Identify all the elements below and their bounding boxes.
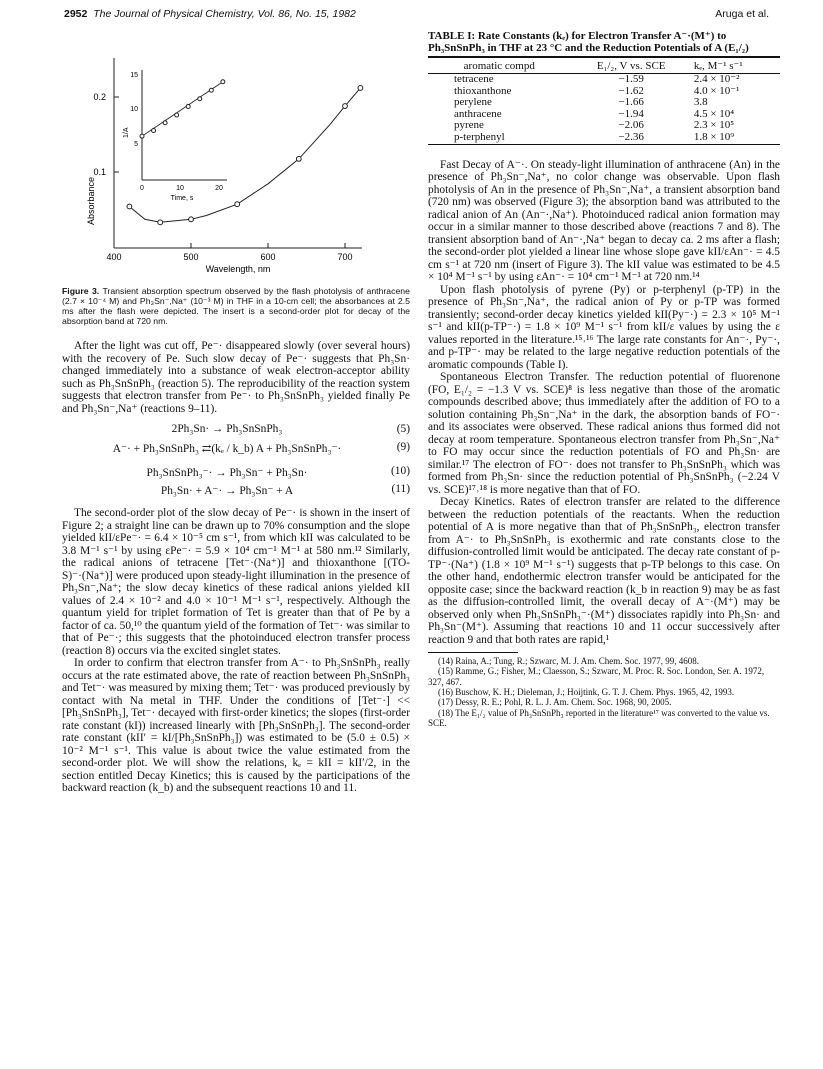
inset-x-tick-0: 0 [140, 185, 144, 192]
table-header-ke: kₑ, M⁻¹ s⁻¹ [693, 60, 743, 72]
inset-point [163, 121, 167, 125]
inset-point [186, 105, 190, 109]
table-row: tetracene −1.59 2.4 × 10⁻² [454, 73, 740, 85]
figure-3-chart [62, 30, 410, 275]
references [428, 656, 780, 728]
inset-y-tick-10: 10 [130, 106, 138, 113]
spectrum-point [158, 220, 163, 225]
equation-9: A⁻· + Ph₃SnSnPh₃ ⇄(kₑ / k_b) A + Ph₃SnSnPh₃⁻· (9) [112, 441, 410, 455]
table-row: pyrene −2.06 2.3 × 10⁵ [454, 119, 735, 132]
left-paragraph-3: In order to confirm that electron transfer from A⁻· to Ph₃SnSnPh₃ really occurs at the rate estimated above, the rate of reaction between Ph₃SnSnPh₃ and Tet⁻· was measured by mixing them; Tet⁻· was produced previously by contact with Na metal in THF. Under the conditions of [Tet⁻·] << [Ph₃SnSnPh₃], Tet⁻· decayed with first-order kinetics; the slopes (first-order rate constant (kI)) increased linearly with [Ph₃SnSnPh₃]. The second-order rate constant (kII′ = kI/[Ph₃SnSnPh₃]) was estimated to be (5.0 ± 0.5) × 10⁻² M⁻¹ s⁻¹. This value is about twice the value estimated from the second-order plot. We will show the relations, kₑ = kII = kII′/2, in the section entitled Decay Kinetics; this is caused by the participations of the backward reaction (k_b) and the subsequent reactions 10 and 11. [62, 657, 410, 794]
page-number: 2952 [64, 8, 88, 20]
figure-caption [62, 286, 410, 326]
inset-point [198, 97, 202, 101]
spectrum-point [296, 157, 301, 162]
spectrum-curve [129, 88, 360, 222]
x-tick-700: 700 [337, 252, 353, 262]
y-tick-0-2: 0.2 [93, 92, 106, 102]
reference-15: (15) Ramme, G.; Fisher, M.; Claesson, S.; Szwarc, M. Proc. R. Soc. London, Ser. A. 1972, 327, 467. [428, 666, 765, 687]
references-divider [428, 652, 518, 653]
y-axis-label: Absorbance [86, 176, 96, 225]
right-paragraph-3: Spontaneous Electron Transfer. The reduction potential of fluorenone (FO, E₁/₂ = −1.3 V vs. SCE)⁸ is less negative than those of the aromatic compounds described above; thus immediately after the addition of FO to a solution containing Ph₃Sn⁻,Na⁺ in the dark, the absorption bands of FO⁻· and its associates were observed. These radical anions thus formed did not decay at room temperature. Spontaneous electron transfer from Ph₃Sn⁻,Na⁺ to FO may occur since the reduction potentials of FO and Ph₃Sn· are similar.¹⁷ The electron of FO⁻· does not transfer to Ph₃SnSnPh₃ which was formed from Ph₃Sn· since the reduction potential of Ph₃SnSnPh₃ (−2.24 V vs. SCE)¹⁷˒¹⁸ is more negative than that of FO. [428, 371, 780, 496]
x-tick-400: 400 [106, 252, 122, 262]
table-caption: TABLE I: Rate Constants (kₑ) for Electron Transfer A⁻·(M⁺) to Ph₃SnSnPh₃ in THF at 23 °C and the Reduction Potentials of A (E₁/₂) [428, 30, 749, 54]
left-paragraph-2: The second-order plot of the slow decay of Pe⁻· is shown in the insert of Figure 2; a straight line can be drawn up to 70% consumption and the slope yielded kII/εPe⁻· = 6.4 × 10⁻⁵ cm s⁻¹, from which kII was calculated to be 3.8 M⁻¹ s⁻¹ by using εPe⁻· = 5.9 × 10⁴ cm⁻¹ M⁻¹ at 580 nm.¹² Similarly, the radical anions of tetracene [Tet⁻·(Na⁺)] and thioxanthone [(TO-S)⁻·(Na⁺)] were produced upon steady-light illumination in the presence of Ph₃Sn⁻,Na⁺; the slow decay kinetics of these radical anions yielded kII values of 2.4 × 10⁻² and 4.0 × 10⁻¹ M⁻¹ s⁻¹, respectively. Although the quantum yield for triplet formation of Tet is greater than that of Pe by a factor of ca. 50,¹⁰ the quantum yield of the formation of Tet⁻· was similar to that of Pe⁻·; this suggests that the photoinduced electron transfer process (reaction 8) occurs via the excited singlet states. [62, 507, 410, 657]
table-header-compd: aromatic compd [463, 59, 535, 72]
journal-name: The Journal of Physical Chemistry, Vol. 86, No. 15, 1982 [93, 8, 356, 20]
spectrum-point [189, 217, 194, 222]
left-column [62, 30, 410, 795]
reference-17: (17) Dessy, R. E.; Pohl, R. L. J. Am. Chem. Soc. 1968, 90, 2005. [438, 697, 672, 708]
inset-y-tick-15: 15 [130, 72, 138, 79]
table-row: perylene −1.66 3.8 [454, 96, 708, 109]
y-tick-0-1: 0.1 [93, 167, 106, 177]
spectrum-point [127, 204, 132, 209]
inset-second-order-plot [123, 70, 227, 202]
right-column [428, 30, 780, 728]
inset-point [221, 80, 225, 84]
inset-point [152, 129, 156, 133]
x-tick-600: 600 [260, 252, 276, 262]
equation-10: Ph₃SnSnPh₃⁻· → Ph₃Sn⁻ + Ph₃Sn· (10) [146, 465, 410, 479]
running-header-authors: Aruga et al. [715, 8, 769, 20]
main-spectrum-plot [86, 58, 363, 262]
reference-18: (18) The E₁/₂ value of Ph₃SnSnPh₃ reported in the literature¹⁷ was converted to the value vs. SCE. [428, 707, 770, 728]
x-axis-label: Wavelength, nm [205, 264, 271, 274]
inset-y-label: 1/A [123, 127, 130, 138]
left-paragraph-1: After the light was cut off, Pe⁻· disappeared slowly (over several hours) with the recovery of Pe. Such slow decay of Pe⁻· suggests that Ph₃Sn· changed immediately into a substance of weak electron-acceptor ability such as Ph₃SnSnPh₃ (reaction 5). The reproducibility of the reaction system suggests that electron transfer from Pe⁻· to Ph₃SnSnPh₃ yielded finally Pe and Ph₃Sn⁻,Na⁺ (reactions 9–11). [62, 340, 410, 415]
inset-point [175, 113, 179, 117]
table-header-e12: E₁/₂, V vs. SCE [596, 59, 666, 72]
inset-point [140, 134, 144, 138]
equation-11: Ph₃Sn· + A⁻· → Ph₃Sn⁻ + A (11) [160, 483, 410, 497]
inset-point [209, 88, 213, 92]
reference-16: (16) Buschow, K. H.; Dieleman, J.; Hoijtink, G. T. J. Chem. Phys. 1965, 42, 1993. [438, 686, 735, 697]
x-tick-500: 500 [183, 252, 199, 262]
figure-caption-text: Transient absorption spectrum observed by the flash photolysis of anthracene (2.7 × 10⁻⁴ M) and Ph₃Sn⁻,Na⁺ (10⁻³ M) in THF in a 10-cm cell; the absorbances at 2.5 ms after the flash were depicted. The insert is a second-order plot for decay of the absorption band at 720 nm. [62, 286, 410, 326]
inset-x-tick-10: 10 [176, 185, 184, 192]
inset-y-tick-5: 5 [134, 141, 138, 148]
reference-14: (14) Raina, A.; Tung, R.; Szwarc, M. J. Am. Chem. Soc. 1977, 99, 4608. [438, 656, 700, 667]
inset-x-label: Time, s [170, 195, 194, 202]
rate-constants-table [428, 56, 780, 145]
spectrum-point [358, 86, 363, 91]
equation-block [62, 423, 410, 501]
running-header-left [64, 8, 356, 20]
spectrum-point [235, 202, 240, 207]
right-paragraph-4: Decay Kinetics. Rates of electron transfer are related to the difference between the reduction potentials of the reactants. When the reduction potential of A is more negative than that of Ph₃SnSnPh₃, electron transfer from A⁻· to Ph₃SnSnPh₃ is exothermic and rate constants close to the diffusion-controlled limit would be anticipated. The decay rate constant of p-TP⁻·(Na⁺) (1.8 × 10⁹ M⁻¹ s⁻¹) suggests that p-TP belongs to this case. On the other hand, endothermic electron transfer would be anticipated for the opposite case; since the backward reaction (k_b in reaction 9) may be as fast as the diffusion-controlled limit, the overall decay of A⁻·(M⁺) may be observed only when Ph₃SnSnPh₃⁻·(M⁺) dissociates rapidly into Ph₃Sn· and Ph₃Sn⁻(M⁺). Assuming that reactions 10 and 11 occur successively after reaction 9 and that both rates are rapid,¹ [428, 496, 780, 646]
equation-5: 2Ph₃Sn· → Ph₃SnSnPh₃ (5) [171, 423, 410, 435]
right-paragraph-2: Upon flash photolysis of pyrene (Py) or p-terphenyl (p-TP) in the presence of Ph₃Sn⁻,Na⁺, the radical anion of Py or p-TP was formed transiently; second-order decay kinetics yielded kII(Py⁻·) = 2.3 × 10⁵ M⁻¹ s⁻¹ and kII(p-TP⁻·) = 1.8 × 10⁹ M⁻¹ s⁻¹ from kII/ε values by using the ε values reported in the literature.¹⁵˒¹⁶ The large rate constants for An⁻·, Py⁻·, and p-TP⁻· may be related to the large negative reduction potentials of the aromatic compounds (Table I). [428, 283, 780, 371]
right-paragraph-1: Fast Decay of A⁻·. On steady-light illumination of anthracene (An) in the presence of Ph₃Sn⁻,Na⁺, no color change was observable. Upon flash photolysis of An in the presence of Ph₃Sn⁻,Na⁺, a transient absorption band (720 nm) was observed (Figure 3); the absorption band was attributed to the radical anion of An (An⁻·,Na⁺). Photoinduced radical anion formation may occur in a similar manner to those described above (reactions 7 and 8). The transient absorption band of An⁻·,Na⁺ began to decay ca. 2 ms after a flash; the second-order plot yielded a linear line whose slope gave kII/εAn⁻· = 4.5 cm s⁻¹ at 720 nm (insert of Figure 3). The kII value was estimated to be 4.5 × 10⁴ M⁻¹ s⁻¹ by using εAn⁻· = 10⁴ cm⁻¹ M⁻¹ at 720 nm.¹⁴ [428, 158, 780, 284]
table-row: p-terphenyl −2.36 1.8 × 10⁹ [428, 132, 780, 144]
table-row: anthracene −1.94 4.5 × 10⁴ [454, 107, 735, 120]
spectrum-point [343, 104, 348, 109]
table-row: thioxanthone −1.62 4.0 × 10⁻¹ [454, 84, 740, 97]
figure-caption-label: Figure 3. [62, 286, 100, 296]
inset-x-tick-20: 20 [215, 185, 223, 192]
